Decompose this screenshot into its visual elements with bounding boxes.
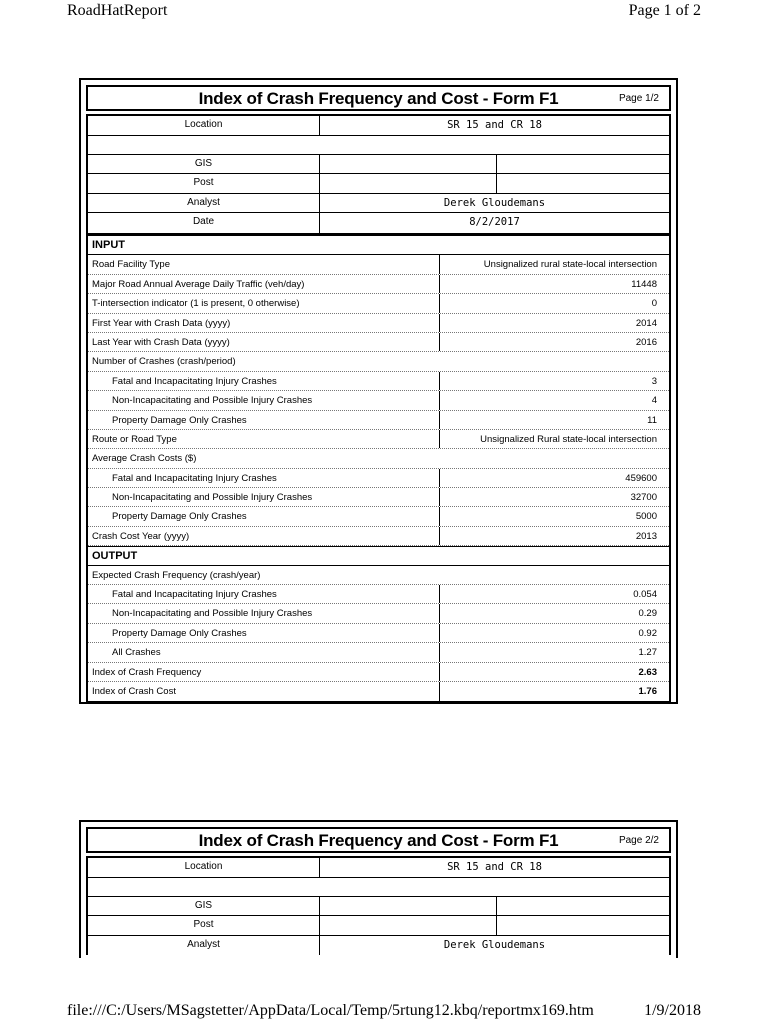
input-row xyxy=(88,469,669,488)
input-row xyxy=(88,430,669,449)
form-title-bar xyxy=(86,85,671,111)
input-row xyxy=(88,411,669,430)
gis-value-1 xyxy=(320,897,497,916)
output-value: 0.92 xyxy=(439,624,669,642)
input-group-label: Average Crash Costs ($) xyxy=(92,453,197,465)
date-label: Date xyxy=(88,213,320,233)
location-label: Location xyxy=(88,116,320,135)
output-label: All Crashes xyxy=(112,647,161,659)
output-row xyxy=(88,585,669,604)
input-value: Unsignalized rural state-local intersection xyxy=(439,255,669,273)
report-title: RoadHatReport xyxy=(67,2,168,19)
input-row xyxy=(88,391,669,410)
input-output-table xyxy=(86,234,671,703)
meta-row-gis xyxy=(88,897,669,917)
input-label: Fatal and Incapacitating Injury Crashes xyxy=(112,375,277,387)
input-value: 2013 xyxy=(439,527,669,545)
meta-row-post xyxy=(88,174,669,194)
output-value: 1.27 xyxy=(439,643,669,661)
gis-value-1 xyxy=(320,155,497,174)
input-row xyxy=(88,314,669,333)
post-label: Post xyxy=(88,916,320,935)
analyst-value: Derek Gloudemans xyxy=(443,938,546,951)
form-page-label: Page 2/2 xyxy=(618,835,659,846)
form-f1-page2 xyxy=(79,820,678,958)
input-label: Crash Cost Year (yyyy) xyxy=(92,530,190,542)
location-label: Location xyxy=(88,858,320,877)
input-label: Fatal and Incapacitating Injury Crashes xyxy=(112,472,277,484)
form-title: Index of Crash Frequency and Cost - Form F1 xyxy=(198,831,559,850)
input-row xyxy=(88,275,669,294)
input-value: 4 xyxy=(439,391,669,409)
input-row xyxy=(88,372,669,391)
input-label: Last Year with Crash Data (yyyy) xyxy=(92,336,230,348)
input-label: Route or Road Type xyxy=(92,433,177,445)
input-label: First Year with Crash Data (yyyy) xyxy=(92,317,231,329)
gis-label: GIS xyxy=(88,155,320,174)
meta-row-analyst xyxy=(88,194,669,214)
analyst-label: Analyst xyxy=(88,194,320,213)
input-value: 11 xyxy=(439,411,669,429)
output-label: Index of Crash Cost xyxy=(92,685,176,697)
output-value: 0.29 xyxy=(439,604,669,622)
input-label: Non-Incapacitating and Possible Injury Crashes xyxy=(112,395,313,407)
input-row xyxy=(88,507,669,526)
form-page-label: Page 1/2 xyxy=(618,93,659,104)
meta-row-blank xyxy=(88,136,669,155)
page-indicator: Page 1 of 2 xyxy=(628,2,701,19)
output-row xyxy=(88,604,669,623)
output-label: Index of Crash Frequency xyxy=(92,666,202,678)
input-group-row xyxy=(88,352,669,371)
output-row xyxy=(88,682,669,701)
print-date: 1/9/2018 xyxy=(644,1002,701,1019)
location-value: SR 15 and CR 18 xyxy=(447,119,542,131)
post-value-1 xyxy=(320,916,497,935)
form-title-bar xyxy=(86,827,671,853)
file-path: file:///C:/Users/MSagstetter/AppData/Local/Temp/5rtung12.kbq/reportmx169.htm xyxy=(67,1002,594,1019)
input-value: 0 xyxy=(439,294,669,312)
input-value: 2014 xyxy=(439,314,669,332)
meta-row-date xyxy=(88,213,669,233)
form-f1-page1 xyxy=(79,78,678,704)
location-value: SR 15 and CR 18 xyxy=(447,861,542,873)
output-label: Non-Incapacitating and Possible Injury Crashes xyxy=(112,608,313,620)
post-value-2 xyxy=(497,916,669,935)
input-row xyxy=(88,294,669,313)
post-value-2 xyxy=(497,174,669,193)
input-label: Property Damage Only Crashes xyxy=(112,414,247,426)
post-value-1 xyxy=(320,174,497,193)
input-label: Road Facility Type xyxy=(92,259,170,271)
input-row xyxy=(88,255,669,274)
input-row xyxy=(88,527,669,546)
meta-row-analyst xyxy=(88,936,669,956)
meta-row-location xyxy=(88,858,669,878)
gis-value-2 xyxy=(497,155,669,174)
output-row xyxy=(88,663,669,682)
output-label: Property Damage Only Crashes xyxy=(112,627,247,639)
input-value: Unsignalized Rural state-local intersection xyxy=(439,430,669,448)
input-value: 459600 xyxy=(439,469,669,487)
form-title: Index of Crash Frequency and Cost - Form F1 xyxy=(198,89,559,108)
meta-table xyxy=(86,114,671,235)
analyst-value: Derek Gloudemans xyxy=(443,196,546,209)
input-group-row xyxy=(88,449,669,468)
input-label: T-intersection indicator (1 is present, 0 otherwise) xyxy=(92,298,300,310)
input-row xyxy=(88,333,669,352)
analyst-label: Analyst xyxy=(88,936,320,956)
output-group-label: Expected Crash Frequency (crash/year) xyxy=(92,569,261,581)
input-value: 11448 xyxy=(439,275,669,293)
input-value: 2016 xyxy=(439,333,669,351)
input-heading: INPUT xyxy=(88,236,669,255)
meta-row-post xyxy=(88,916,669,936)
gis-value-2 xyxy=(497,897,669,916)
output-group-row xyxy=(88,566,669,585)
output-value: 0.054 xyxy=(439,585,669,603)
input-group-label: Number of Crashes (crash/period) xyxy=(92,356,236,368)
input-label: Property Damage Only Crashes xyxy=(112,511,247,523)
output-heading: OUTPUT xyxy=(88,546,669,565)
index-crash-cost-value: 1.76 xyxy=(439,682,669,701)
input-value: 3 xyxy=(439,372,669,390)
output-row xyxy=(88,624,669,643)
input-label: Major Road Annual Average Daily Traffic (veh/day) xyxy=(92,278,305,290)
meta-row-gis xyxy=(88,155,669,175)
post-label: Post xyxy=(88,174,320,193)
input-value: 32700 xyxy=(439,488,669,506)
input-row xyxy=(88,488,669,507)
input-value: 5000 xyxy=(439,507,669,525)
index-crash-frequency-value: 2.63 xyxy=(439,663,669,681)
meta-table xyxy=(86,856,671,955)
output-row xyxy=(88,643,669,662)
meta-row-blank xyxy=(88,878,669,897)
gis-label: GIS xyxy=(88,897,320,916)
input-label: Non-Incapacitating and Possible Injury Crashes xyxy=(112,492,313,504)
date-value: 8/2/2017 xyxy=(469,216,520,228)
output-label: Fatal and Incapacitating Injury Crashes xyxy=(112,589,277,601)
meta-row-location xyxy=(88,116,669,136)
